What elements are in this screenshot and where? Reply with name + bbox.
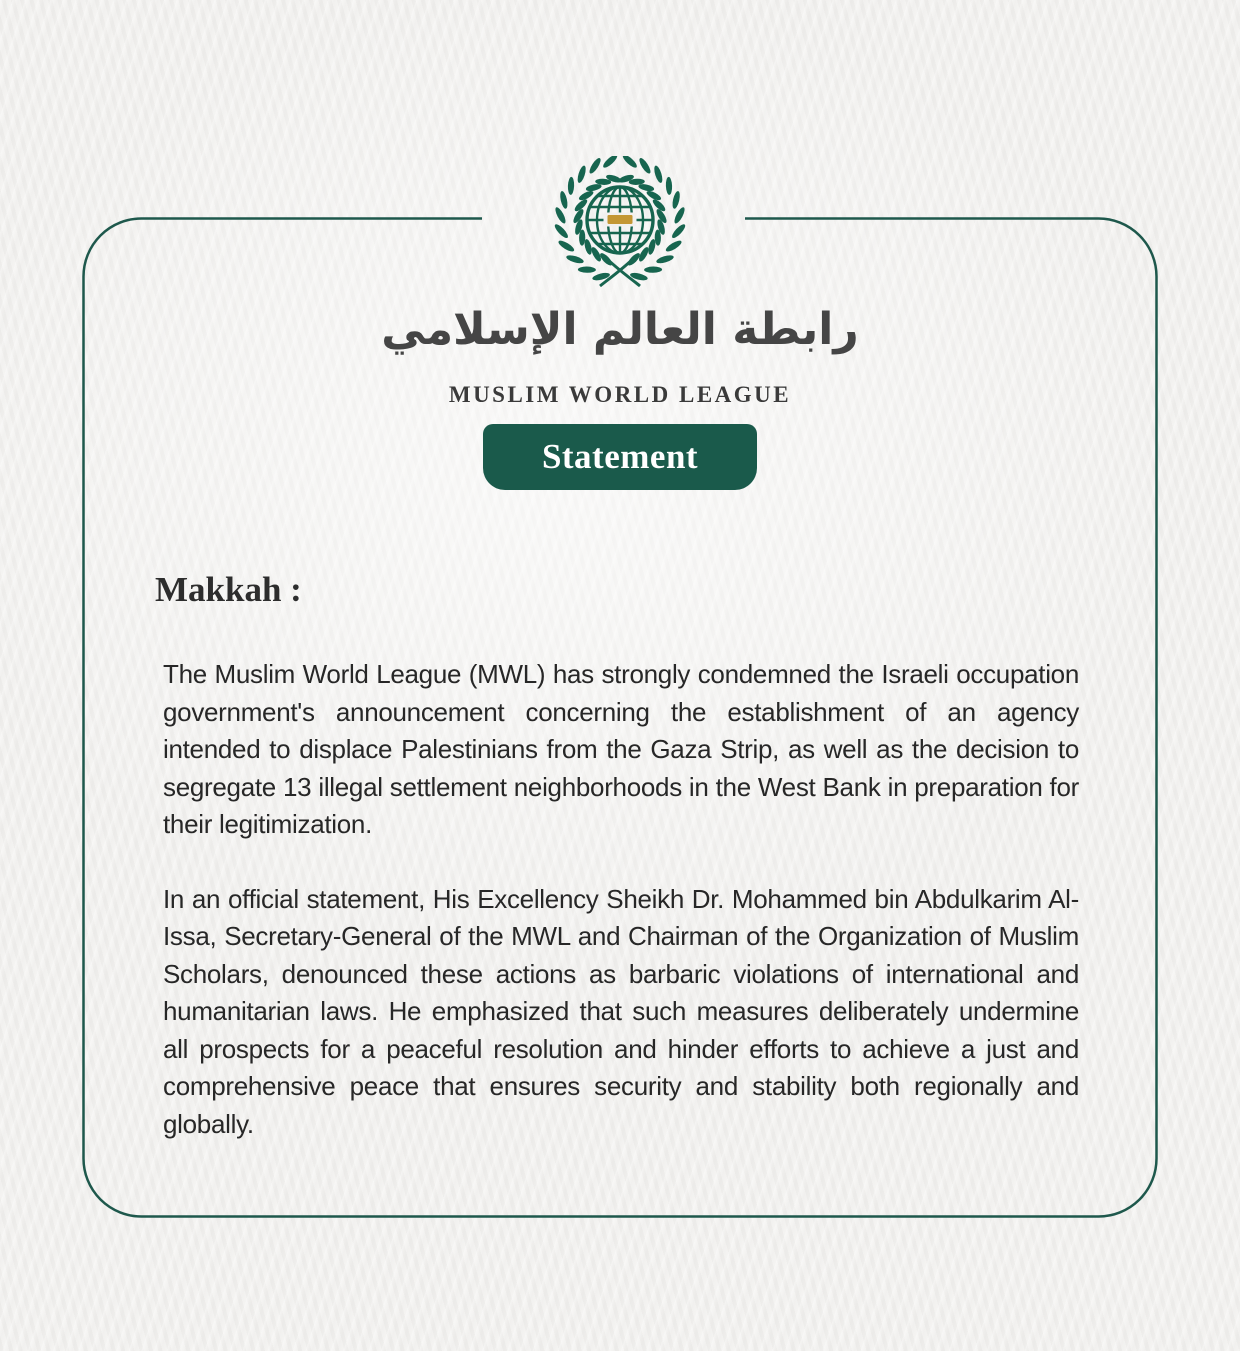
mwl-arabic-name: رابطة العالم الإسلامي — [381, 304, 859, 355]
statement-paragraph-1: The Muslim World League (MWL) has strongly condemned the Israeli occupation government's announcement concerning the establishment of an agency intended to displace Palestinians from the Gaza Strip, as well as the decision to segregate 13 illegal settlement neighborhoods in the West Bank in preparation for their legitimization. — [163, 659, 1079, 839]
statement-body — [163, 656, 1079, 1180]
statement-banner-label: Statement — [541, 437, 699, 476]
statement-banner — [483, 424, 757, 490]
mwl-english-name: MUSLIM WORLD LEAGUE — [448, 382, 792, 407]
mwl-logo — [550, 156, 690, 307]
mwl-wreath-globe-icon — [550, 156, 690, 302]
location-heading: Makkah : — [155, 570, 302, 609]
statement-paragraph-2: In an official statement, His Excellency Sheikh Dr. Mohammed bin Abdulkarim Al-Issa, Secretary-General of the MWL and Chairman of the Organization of Muslim Scholars, denounced these actions as barbaric violations of international and humanitarian laws. He emphasized that such measures deliberately undermine all prospects for a peaceful resolution and hinder efforts to achieve a just and comprehensive peace that ensures security and stability both regionally and globally. — [163, 883, 1079, 1139]
